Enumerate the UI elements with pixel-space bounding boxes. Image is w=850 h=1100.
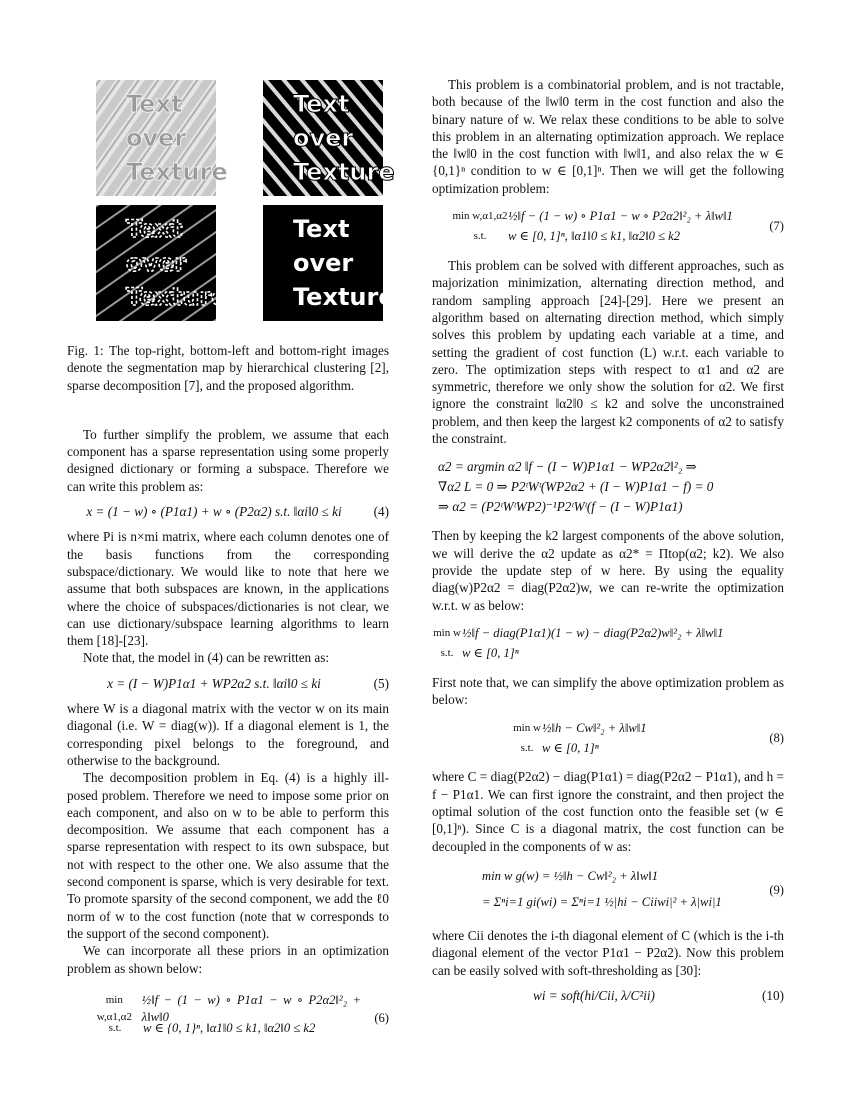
equation-lhs: min w,α1,α2	[96, 993, 132, 1023]
right-column	[432, 76, 784, 1012]
panel1-word-2: over	[126, 124, 187, 152]
equation-number: (6)	[374, 1011, 389, 1026]
panel2-word-3: Texture	[293, 158, 395, 186]
paragraph: First note that, we can simplify the above optimization problem as below:	[432, 674, 784, 708]
equation-9	[432, 865, 784, 917]
equation-rhs: w ∈ [0, 1]ⁿ	[542, 740, 599, 755]
equation-4	[67, 503, 389, 520]
equation-lhs: min w,α1,α2	[452, 210, 508, 223]
derivation-line: α2 = argmin α2 ‖f − (I − W)P1α1 − WP2α2‖²₂ ⇒	[438, 459, 697, 475]
panel3-word-2: over	[126, 249, 187, 277]
equation-rhs: ½‖f − (1 − w) ∘ P1α1 − w ∘ P2α2‖²₂ + λ‖w‖1	[508, 209, 733, 224]
original-image	[96, 80, 228, 196]
paragraph: We can incorporate all these priors in an optimization problem as shown below:	[67, 943, 389, 976]
paragraph: This problem is a combinatorial problem, and is not tractable, both because of the ‖w‖0 term in the cost function and also the binary nature of w. We relax these conditions to be able to solve this problem in an alternating optimization approach. We replace the ‖w‖0 in the cost function with ‖w‖1, and also relax the w ∈ {0,1}ⁿ condition to w ∈ [0,1]ⁿ. Then we will get the following optimization problem:	[432, 77, 784, 196]
paragraph: where W is a diagonal matrix with the vector w on its main diagonal (i.e. W = diag(w)). If a diagonal element is 1, the corresponding pixel belongs to the foreground, and otherwise to the background.	[67, 701, 389, 768]
panel2-word-2: over	[293, 124, 354, 152]
paragraph: Note that, the model in (4) can be rewritten as:	[83, 650, 330, 666]
equation-number: (7)	[769, 219, 784, 234]
paragraph: where C = diag(P2α2) − diag(P1α1) = diag(P2α2 − P1α1), and h = f − P1α1. We can first ignore the constraint, and then project the optimal solution of the cost function onto the feasible set (w ∈ [0,1]ⁿ). Since C is a diagonal matrix, the cost function can be decoupled in the components of w as:	[432, 769, 784, 854]
paragraph: The decomposition problem in Eq. (4) is a highly ill-posed problem. Therefore we need to impose some prior on each component, and also on w to be able to perform this decomposition. We assume that each component has a sparse representation with respect to its own subspace, but not with respect to the other one. We also assume that the second component is sparse, which is very desirable for text. To promote sparsity of the second component, we add the ℓ0 norm of w to the cost function (note that w corresponds to the support of the second component).	[67, 770, 389, 941]
equation-number: (9)	[769, 883, 784, 898]
equation-line: = Σⁿi=1 gi(wi) = Σⁿi=1 ½|hi − Ciiwi|² + λ|wi|1	[482, 895, 722, 910]
equation-lhs: min w	[513, 721, 541, 734]
equation-number: (8)	[769, 730, 784, 745]
equation-7	[432, 207, 784, 247]
figure-caption: Fig. 1: The top-right, bottom-left and bottom-right images denote the segmentation map by hierarchical clustering [2], sparse decomposition [7], and the proposed algorithm.	[67, 343, 389, 393]
equation-rhs: w ∈ {0, 1}ⁿ, ‖α1‖0 ≤ k1, ‖α2‖0 ≤ k2	[143, 1021, 316, 1036]
equation-line: min w g(w) = ½‖h − Cw‖²₂ + λ‖w‖1	[482, 869, 659, 884]
equation-6	[67, 992, 389, 1039]
equation-lhs: s.t.	[440, 647, 454, 660]
equation-lhs: s.t.	[473, 230, 487, 243]
equation-rhs: ½‖h − Cw‖²₂ + λ‖w‖1	[542, 720, 647, 735]
panel1-word-3: Texture	[126, 158, 228, 186]
panel4-word-2: over	[293, 249, 354, 277]
equation-body: x = (I − W)P1α1 + WP2α2 s.t. ‖αi‖0 ≤ ki	[107, 675, 321, 691]
equation-number: (5)	[373, 675, 389, 691]
equation-body: wi = soft(hi/Cii, λ/C²ii)	[533, 987, 655, 1003]
equation-lhs: s.t.	[520, 741, 534, 754]
paragraph: This problem can be solved with different approaches, such as majorization minimization, alternating direction method, and random sampling approach [24]-[29]. Here we present an algorithm based on alternating direction method, which simply solves this problem by updating each variable at a time, and setting the gradient of cost function (L) w.r.t. each variable to zero. The optimization steps with respect to α1 and α2 are symmetric, therefore we only show the solution for α2. We first ignore the constraint ‖α2‖0 ≤ k2 and solve the unconstrained problem, and then keep the largest k2 components of α2 to satisfy the constraint.	[432, 258, 784, 447]
paragraph: Then by keeping the k2 largest components of the above solution, we will derive the α2 update as α2* = Πtop(α2; k2). We also provide the update step of w here. By using the equality diag(w)P2α2 = diag(P2α2)w, we can re-write the optimization w.r.t. w as below:	[432, 528, 784, 613]
panel3-word-3: Texture	[126, 283, 228, 311]
panel1-word-1: Text	[126, 90, 183, 118]
w-update-equation	[432, 624, 784, 664]
proposed-algorithm-map	[263, 205, 395, 321]
clustering-segmentation-map	[263, 80, 395, 196]
equation-lhs: min w	[433, 627, 461, 640]
equation-number: (4)	[373, 504, 389, 520]
left-column	[67, 76, 395, 1049]
equation-rhs: ½‖f − diag(P1α1)(1 − w) − diag(P2α2)w‖²₂ + λ‖w‖1	[462, 626, 724, 641]
equation-lhs: s.t.	[108, 1022, 122, 1035]
equation-10	[432, 987, 784, 1004]
equation-rhs: w ∈ [0, 1]ⁿ	[462, 646, 519, 661]
panel2-word-1: Text	[293, 90, 350, 118]
panel3-word-1: Text	[126, 215, 183, 243]
equation-rhs: w ∈ [0, 1]ⁿ, ‖α1‖0 ≤ k1, ‖α2‖0 ≤ k2	[508, 229, 681, 244]
alpha2-derivation	[432, 457, 784, 517]
paragraph: To further simplify the problem, we assume that each component has a sparse representation using some properly designed dictionary or forming a subspace. Therefore we can write this problem as:	[67, 426, 389, 494]
equation-rhs: ½‖f − (1 − w) ∘ P1α1 − w ∘ P2α2‖²₂ + λ‖w‖0	[141, 992, 361, 1024]
sparse-decomposition-map	[96, 205, 228, 321]
equation-number: (10)	[762, 987, 784, 1003]
equation-8	[432, 718, 784, 758]
panel4-word-3: Texture	[293, 283, 395, 311]
derivation-line: ∇α2 L = 0 ⇒ P2ᵗWᵗ(WP2α2 + (I − W)P1α1 − f) = 0	[438, 479, 714, 495]
equation-body: x = (1 − w) ∘ (P1α1) + w ∘ (P2α2) s.t. ‖αi‖0 ≤ ki	[86, 504, 342, 520]
derivation-line: ⇒ α2 = (P2ᵗWᵗWP2)⁻¹P2ᵗWᵗ(f − (I − W)P1α1)	[438, 499, 683, 515]
equation-5	[67, 675, 389, 692]
paragraph: where Pi is n×mi matrix, where each column denotes one of the basis functions from the corresponding subspace/dictionary. We would like to note that here we assume that both subspaces are known, in the applications where the choice of subspaces/dictionaries is not clear, we can use dictionary/subspace learning algorithms to learn them [18]-[23].	[67, 529, 389, 649]
paragraph: where Cii denotes the i-th diagonal element of C (which is the i-th diagonal element of the vector P1α1 − P2α2). Now this problem can be easily solved with soft-thresholding as [30]:	[432, 927, 784, 978]
figure-1	[67, 76, 395, 334]
panel4-word-1: Text	[293, 215, 350, 243]
